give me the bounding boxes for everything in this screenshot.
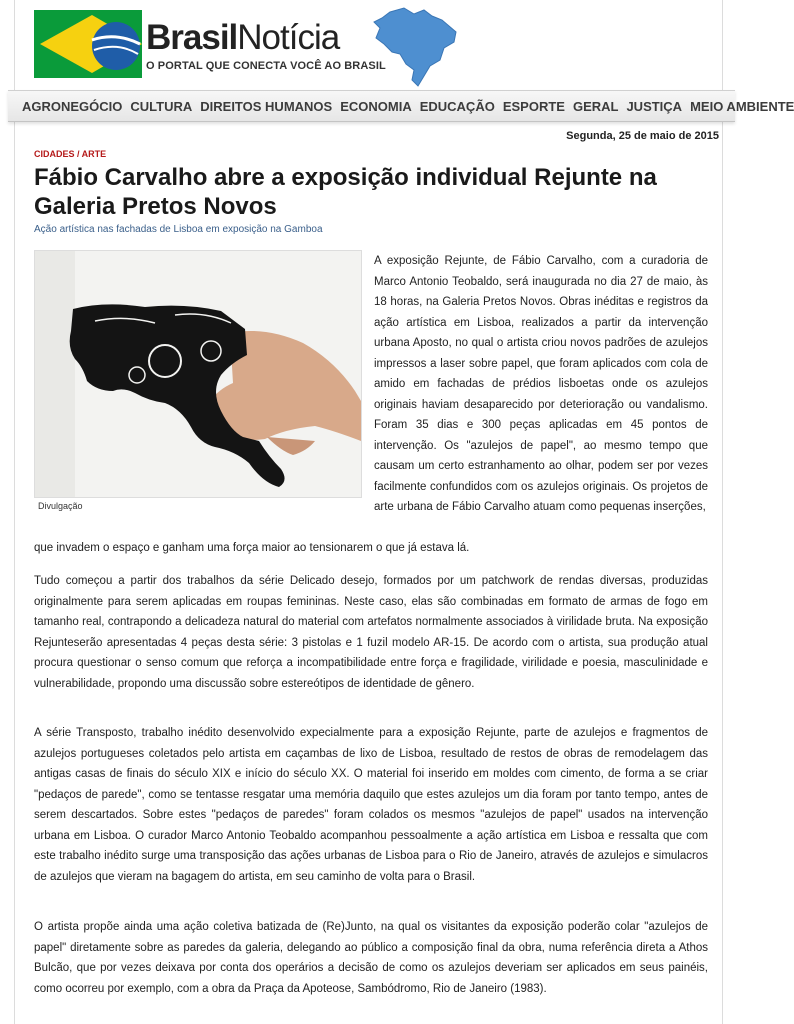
article-title: Fábio Carvalho abre a exposição individual Rejunte na Galeria Pretos Novos [34, 164, 657, 220]
nav-item-justica[interactable]: JUSTIÇA [626, 98, 683, 114]
article-paragraph-4: O artista propõe ainda uma ação coletiva batizada de (Re)Junto, na qual os visitantes da exposição poderão colar "azulejos de papel" diretamente sobre as paredes da galeria, delegando ao público a composição final da obra, numa referência direta a Athos Bulcão, que por vezes deixava por conta dos operários a decisão de como os azulejos deveriam ser aplicados em seus painéis, como ocorreu por exemplo, com a obra da Praça da Apoteose, Sambódromo, Rio de Janeiro (1983). [34, 921, 708, 995]
nav-item-cultura[interactable]: CULTURA [130, 98, 193, 114]
brand-light: Notícia [237, 18, 340, 57]
nav-item-meio-ambiente[interactable]: MEIO AMBIENTE [690, 98, 794, 114]
nav-items [22, 91, 794, 121]
nav-item-agronegocio[interactable]: AGRONEGÓCIO [22, 98, 123, 114]
section-label: CIDADES / ARTE [34, 149, 107, 159]
site-brand[interactable] [146, 18, 339, 58]
photo-caption: Divulgação [38, 501, 83, 511]
nav-item-economia[interactable]: ECONOMIA [340, 98, 412, 114]
nav-item-geral[interactable]: GERAL [572, 98, 619, 114]
nav-item-educacao[interactable]: EDUCAÇÃO [419, 98, 495, 114]
article-paragraph-2: Tudo começou a partir dos trabalhos da série Delicado desejo, formados por um patchwork de rendas diversas, produzidas originalmente para serem aplicadas em roupas femininas. Neste caso, elas são combinadas em formato de armas de fogo em tamanho real, contrapondo a delicadeza natural do material com artefatos normalmente associados à virilidade bruta. Na exposição Rejunteserão apresentadas 4 peças desta série: 3 pistolas e 1 fuzil modelo AR-15. De acordo com o artista, sua produção atual procura questionar o senso comum que reforça a incompatibilidade entre força e fragilidade, virilidade e poesia, masculinidade e vulnerabilidade, propondo uma discussão sobre estereótipos de identidade de gênero. [34, 575, 708, 690]
nav-item-direitos-humanos[interactable]: DIREITOS HUMANOS [200, 98, 333, 114]
current-date: Segunda, 25 de maio de 2015 [566, 130, 719, 142]
article-photo[interactable] [34, 250, 362, 498]
nav-item-esporte[interactable]: ESPORTE [502, 98, 565, 114]
site-tagline: O PORTAL QUE CONECTA VOCÊ AO BRASIL [146, 60, 386, 72]
article-paragraph-1-continued: que invadem o espaço e ganham uma força maior ao tensionarem o que já estava lá. [34, 542, 470, 554]
article-section[interactable] [34, 149, 106, 159]
brand-bold: Brasil [146, 18, 238, 57]
site-header [0, 0, 735, 90]
brazil-map-icon [370, 2, 460, 88]
article-paragraph-1: A exposição Rejunte, de Fábio Carvalho, com a curadoria de Marco Antonio Teobaldo, será inaugurada no dia 27 de maio, às 18 horas, na Galeria Pretos Novos. Obras inéditas e registros da ação artística em Lisboa, realizados a partir da intervenção urbana Aposto, no qual o artista criou novos padrões de azulejos impressos a laser sobre papel, que foram aplicados com cola de amido em fachadas de prédios lisboetas onde os azulejos originais haviam desaparecido por deterioração ou vandalismo. Foram 35 dias e 300 peças aplicadas em 45 pontos de intervenção. Os "azulejos de papel", ao mesmo tempo que causam um certo estranhamento ao olhar, podem ser por vezes facilmente confundidos com os azulejos originais. Os projetos de arte urbana de Fábio Carvalho atuam como pequenas inserções, [374, 255, 708, 513]
article-subtitle: Ação artística nas fachadas de Lisboa em exposição na Gamboa [34, 224, 323, 235]
brazil-flag-logo[interactable] [34, 10, 142, 78]
main-nav [8, 90, 794, 122]
article-paragraph-3: A série Transposto, trabalho inédito desenvolvido expecialmente para a exposição Rejunte, parte de azulejos e fragmentos de azulejos portugueses coletados pelo artista em caçambas de lixo de Lisboa, resultado de restos de obras de remodelagem das antigas casas de finais do século XIX e início do século XX. O material foi inserido em moldes com cimento, de forma a se criar "pedaços de parede", como se tentasse resgatar uma memória daquilo que estes azulejos um dia foram por tanto tempo, antes de serem descartados. Sobre estes "pedaços de paredes" foram colados os mesmos "azulejos de papel" usados na intervenção urbana em Lisboa. O curador Marco Antonio Teobaldo acompanhou pessoalmente a ação artística em Lisboa e ressalta que com este trabalho inédito surge uma transposição das ações urbanas de Lisboa para o Rio de Janeiro, através de azulejos e simulacros de azulejos que vieram na bagagem do artista, em seu caminho de volta para o Brasil. [34, 727, 708, 883]
